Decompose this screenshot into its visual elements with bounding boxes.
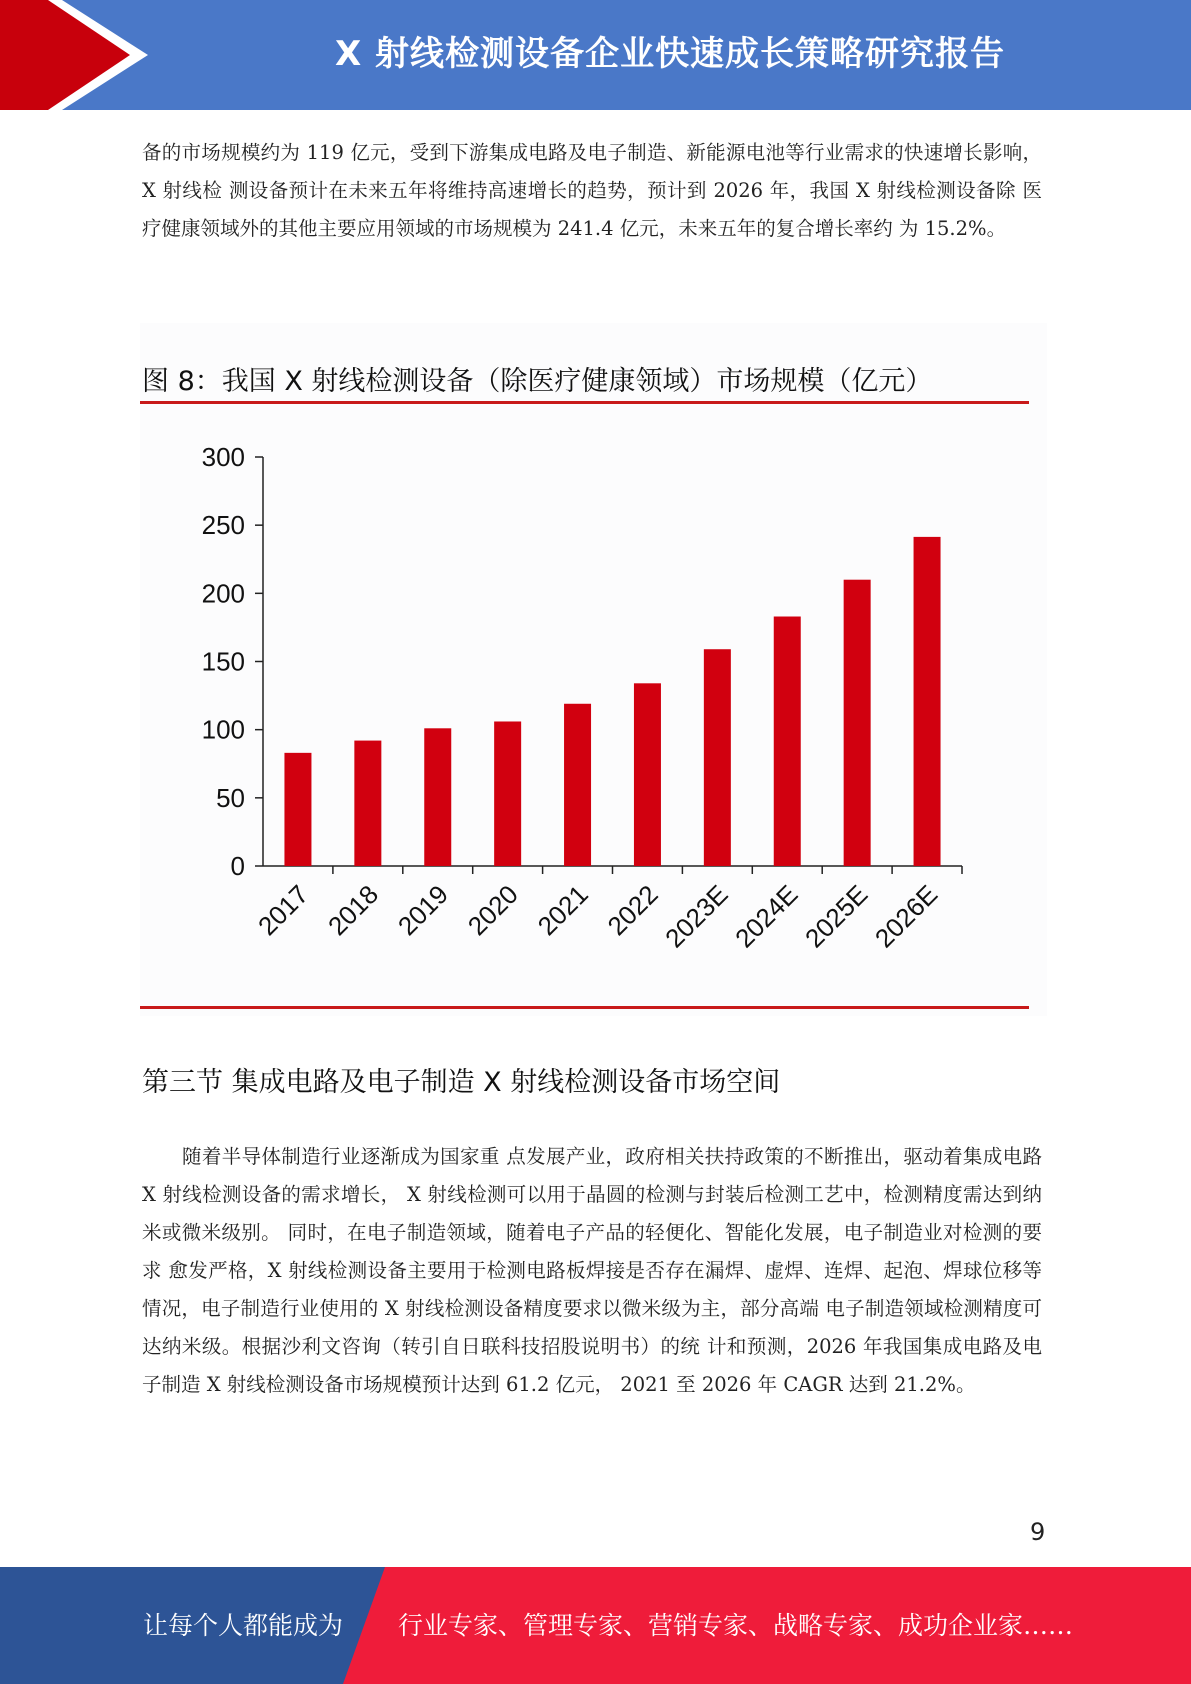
y-tick-label: 250 [201, 510, 245, 541]
bar-2021 [564, 704, 591, 866]
bar-2019 [424, 728, 451, 866]
report-title: X 射线检测设备企业快速成长策略研究报告 [334, 34, 1006, 74]
bar-2023E [704, 649, 731, 866]
market-size-bar-chart [140, 323, 1047, 1016]
figure-bottom-rule [140, 1006, 1029, 1009]
bar-2024E [774, 617, 801, 866]
y-tick-label: 100 [201, 714, 245, 745]
x-tick-label: 2018 [321, 879, 385, 942]
x-tick-label: 2021 [531, 879, 594, 942]
y-tick-label: 300 [201, 442, 245, 472]
body-paragraph: 随着半导体制造行业逐渐成为国家重 点发展产业，政府相关扶持政策的不断推出，驱动着集成电路 X 射线检测设备的需求增长， X 射线检测可以用于晶圆的检测与封装后检测工艺中，检测精度需达到纳米或微米级别。 同时，在电子制造领域，随着电子产品的轻便化、智能化发展，电子制造业对检测的要求 愈发严格，X 射线检测设备主要用于检测电路板焊接是否存在漏焊、虚焊、连焊、起泡、焊球位移等情况，电子制造行业使用的 X 射线检测设备精度要求以微米级为主，部分高端 电子制造领域检测精度可达纳米级。根据沙利文咨询（转引自日联科技招股说明书）的统 计和预测，2026 年我国集成电路及电子制造 X 射线检测设备市场规模预计达到 61.2 亿元， 2021 至 2026 年 CAGR 达到 21.2%。 [142, 1145, 1042, 1396]
y-tick-label: 0 [230, 851, 245, 881]
footer-slogan-right: 行业专家、管理专家、营销专家、战略专家、成功企业家…… [398, 1611, 1074, 1640]
intro-paragraph: 备的市场规模约为 119 亿元，受到下游集成电路及电子制造、新能源电池等行业需求的快速增长影响，X 射线检 测设备预计在未来五年将维持高速增长的趋势，预计到 2026 年，我国 X 射线检测设备除 医疗健康领域外的其他主要应用领域的市场规模为 241.4 亿元，未来五年的复合增长率约 为 15.2%。 [142, 141, 1042, 240]
y-tick-label: 200 [201, 578, 245, 609]
x-tick-label: 2019 [391, 879, 454, 942]
figure-title: 图 8：我国 X 射线检测设备（除医疗健康领域）市场规模（亿元） [142, 366, 933, 397]
bar-2022 [634, 683, 661, 866]
x-tick-label: 2026E [868, 879, 944, 954]
bar-2025E [844, 580, 871, 866]
x-tick-label: 2024E [729, 879, 804, 954]
page-header [0, 0, 1191, 110]
page-footer [0, 1567, 1191, 1684]
x-tick-label: 2023E [659, 879, 734, 954]
bar-2020 [494, 721, 521, 866]
x-tick-label: 2025E [799, 879, 874, 954]
figure-8 [140, 323, 1047, 1016]
y-tick-label: 150 [201, 646, 245, 677]
section-heading: 第三节 集成电路及电子制造 X 射线检测设备市场空间 [142, 1067, 781, 1098]
y-tick-label: 50 [216, 782, 245, 813]
x-tick-label: 2022 [601, 879, 664, 942]
bar-2017 [284, 753, 311, 866]
footer-slogan-left: 让每个人都能成为 [143, 1611, 344, 1640]
x-tick-label: 2017 [252, 879, 315, 942]
bar-2018 [354, 741, 381, 866]
x-tick-label: 2020 [461, 879, 524, 942]
bar-2026E [914, 537, 941, 866]
page-number: 9 [1030, 1518, 1046, 1546]
